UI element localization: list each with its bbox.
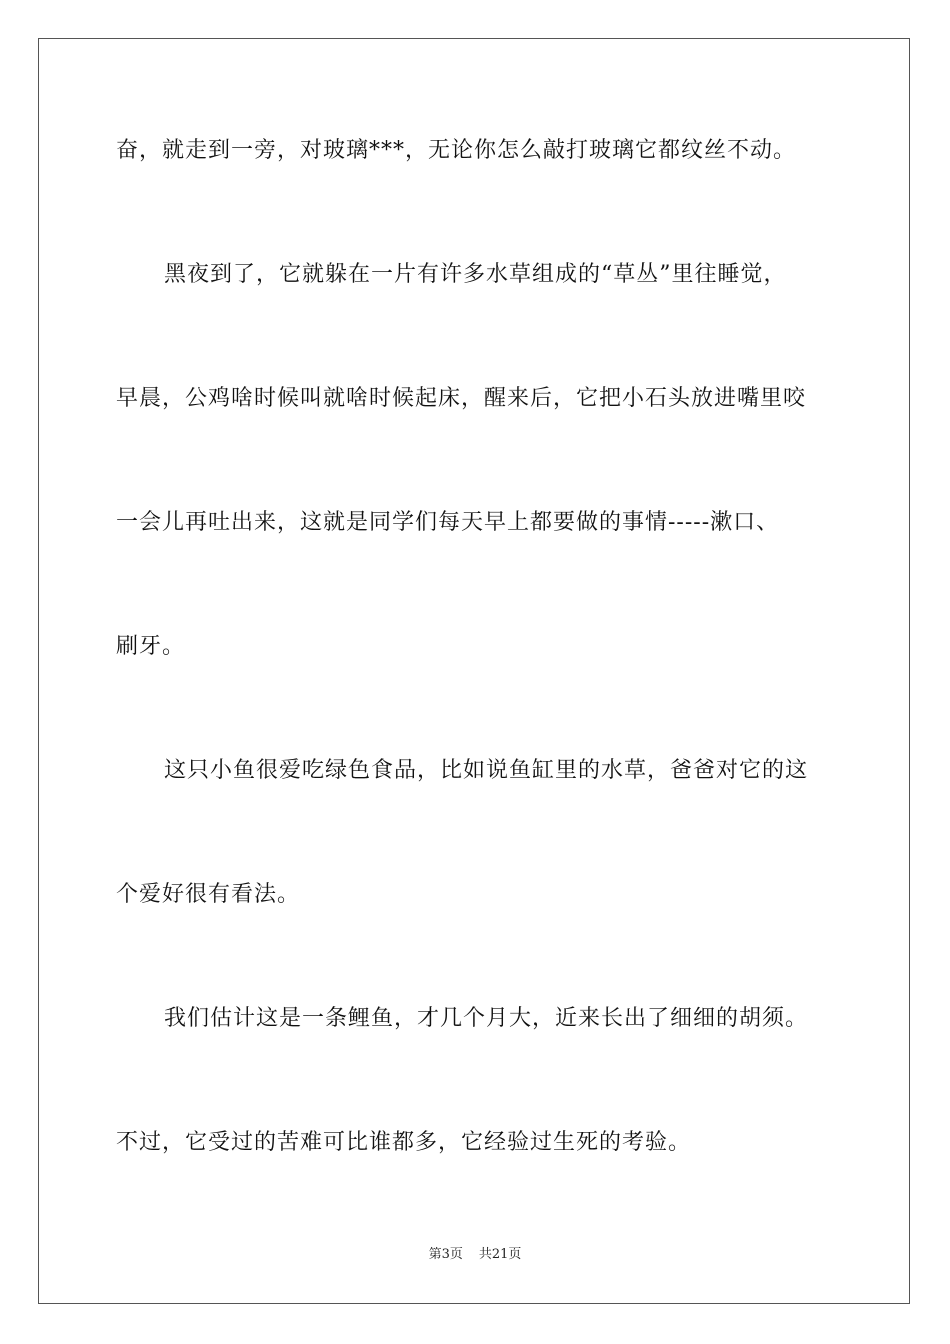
page-frame bbox=[38, 38, 910, 1304]
text-line-6: 这只小鱼很爱吃绿色食品，比如说鱼缸里的水草，爸爸对它的这 bbox=[164, 758, 809, 783]
text-line-2: 黑夜到了，它就躲在一片有许多水草组成的“草丛”里往睡觉， bbox=[164, 262, 787, 287]
page-footer bbox=[0, 1246, 950, 1264]
page-total: 共21页 bbox=[478, 1247, 522, 1262]
text-line-7: 个爱好很有看法。 bbox=[116, 882, 301, 907]
text-line-1: 奋，就走到一旁，对玻璃***，无论你怎么敲打玻璃它都纹丝不动。 bbox=[116, 138, 797, 163]
text-line-8: 我们估计这是一条鲤鱼，才几个月大，近来长出了细细的胡须。 bbox=[164, 1006, 809, 1031]
text-line-5: 刷牙。 bbox=[116, 634, 186, 659]
text-line-9: 不过，它受过的苦难可比谁都多，它经验过生死的考验。 bbox=[116, 1130, 692, 1155]
page-number: 第3页 bbox=[428, 1247, 463, 1262]
text-line-3: 早晨，公鸡啥时候叫就啥时候起床，醒来后，它把小石头放进嘴里咬 bbox=[116, 386, 807, 411]
text-line-4: 一会儿再吐出来，这就是同学们每天早上都要做的事情-----漱口、 bbox=[116, 510, 780, 535]
